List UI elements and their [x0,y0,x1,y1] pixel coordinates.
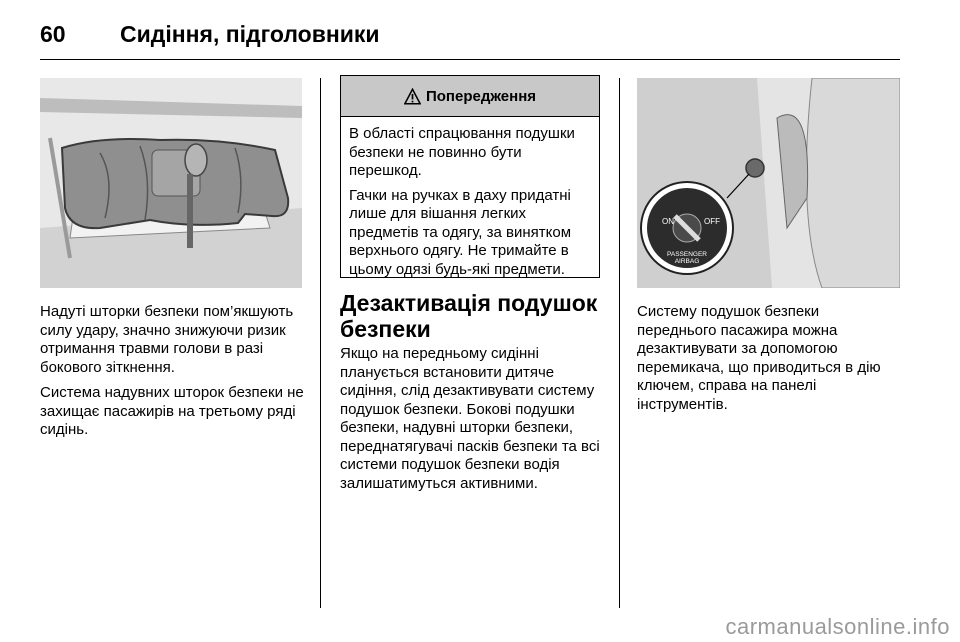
paragraph: Надуті шторки безпеки пом’якшують силу удару, значно знижуючи ризик отримання травми голови в разі бокового зіткнення. [40,303,294,376]
curtain-airbag-icon [40,78,302,288]
switch-on-label: ON [662,217,674,226]
switch-label-airbag: AIRBAG [674,258,700,265]
column-divider-1 [320,78,321,608]
watermark: carmanualsonline.info [725,614,950,639]
warning-header [341,76,599,117]
warning-box [340,75,600,278]
warning-title: Попередження [425,87,537,105]
header-rule [40,59,900,60]
warning-paragraph: В області спрацювання подушки безпеки не повинно бути перешкод. [349,125,575,179]
page-header [40,14,380,54]
paragraph: Систему подушок безпеки переднього пасажира можна дезактивувати за допомогою перемикача, що приводиться в дію ключем, справа на панелі інструментів. [637,303,881,413]
switch-label-passenger: PASSENGER [667,251,707,258]
switch-off-label: OFF [704,217,720,226]
page-title: Сидіння, підголовники [120,20,380,47]
middle-text [340,345,608,500]
paragraph: Система надувних шторок безпеки не захищає пасажирів на третьому ряді сидінь. [40,384,304,438]
airbag-key-switch-icon [637,78,900,288]
paragraph: Якщо на передньому сидінні планується встановити дитяче сидіння, слід дезактивувати систему подушок безпеки. Бокові подушки безпеки, надувні шторки безпеки, переднатягувачі пасків безпеки та всі системи подушок безпеки водія залишатимуться активними. [340,345,600,492]
warning-paragraph: Гачки на ручках в даху придатні лише для вішання легких предметів та одягу, за винятком верхнього одягу. Не тримайте в цьому одязі будь-які предмети. [349,186,572,278]
section-title: Дезактивація подушок безпеки [340,290,598,342]
column-divider-2 [619,78,620,608]
left-text [40,303,305,447]
right-text [637,303,902,421]
page-number: 60 [40,20,66,47]
warning-triangle-icon [404,88,421,105]
